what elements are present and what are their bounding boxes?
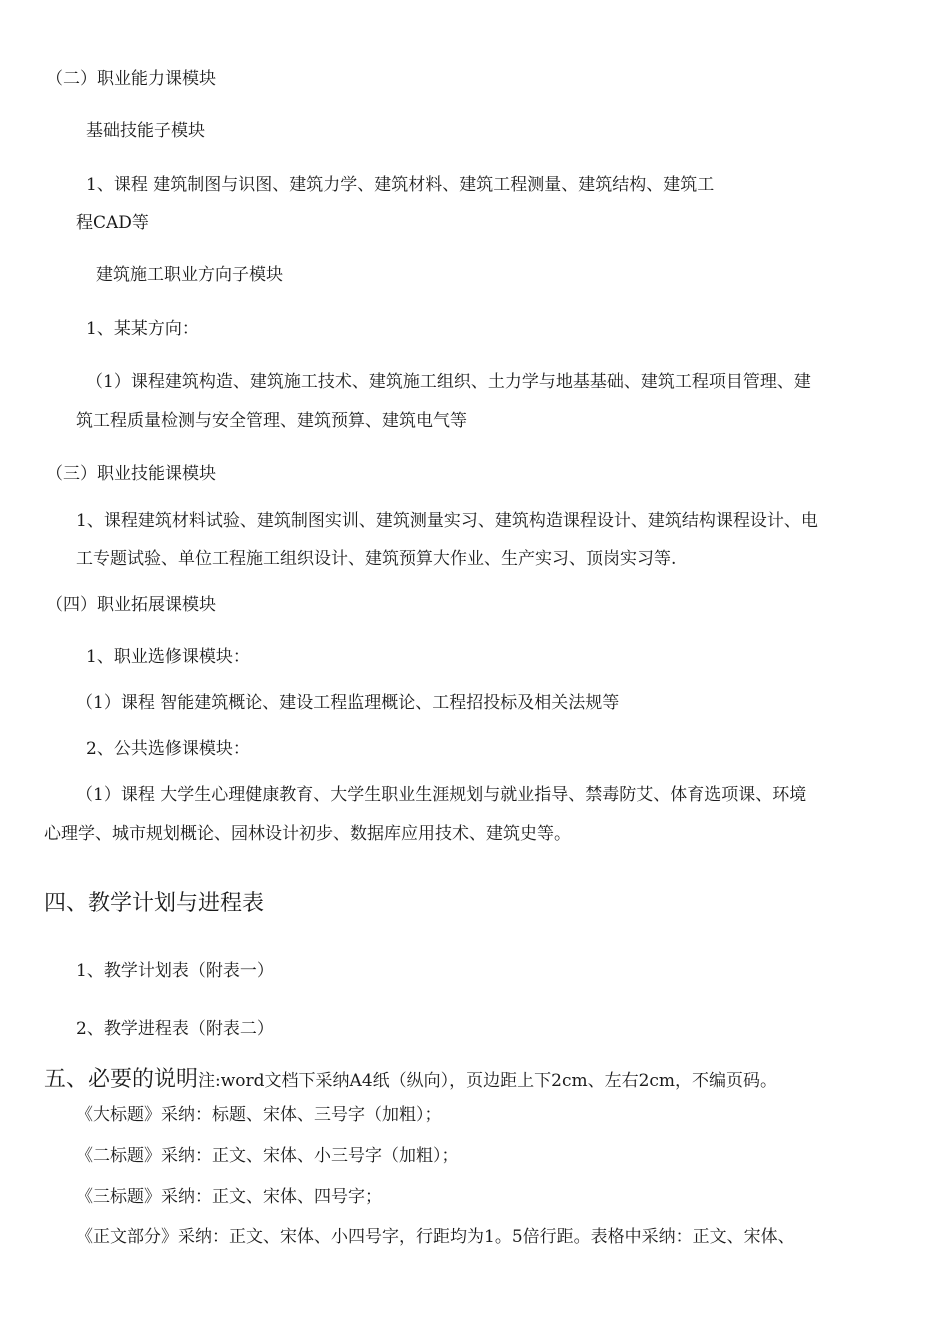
- paragraph-line: 2、教学进程表（附表二）: [76, 1019, 274, 1039]
- paragraph-line: （1）课程建筑构造、建筑施工技术、建筑施工组织、土力学与地基基础、建筑工程项目管理、建: [86, 372, 811, 392]
- paragraph-line: 工专题试验、单位工程施工组织设计、建筑预算大作业、生产实习、顶岗实习等.: [76, 549, 677, 569]
- paragraph-line: 《二标题》采纳：正文、宋体、小三号字（加粗）；: [76, 1146, 459, 1166]
- paragraph-line: （1）课程 智能建筑概论、建设工程监理概论、工程招投标及相关法规等: [76, 693, 620, 713]
- paragraph-line: 心理学、城市规划概论、园林设计初步、数据库应用技术、建筑史等。: [44, 824, 571, 844]
- section-heading-4: （四）职业拓展课模块: [46, 595, 216, 615]
- paragraph-line: 《正文部分》采纳：正文、宋体、小四号字，行距均为1。5倍行距。表格中采纳：正文、宋体、: [76, 1227, 795, 1247]
- paragraph-line: 1、职业选修课模块：: [86, 647, 250, 667]
- chapter-heading-5: 五、必要的说明: [44, 1067, 199, 1092]
- submodule-title-construction: 建筑施工职业方向子模块: [96, 265, 283, 285]
- paragraph-line: 1、某某方向：: [86, 319, 199, 339]
- paragraph-line: 《大标题》采纳：标题、宋体、三号字（加粗）；: [76, 1105, 442, 1125]
- paragraph-line: 1、教学计划表（附表一）: [76, 961, 274, 981]
- format-note: 注:word文档下采纳A4纸（纵向），页边距上下2cm、左右2cm，不编页码。: [198, 1071, 778, 1091]
- submodule-title-basic: 基础技能子模块: [86, 121, 205, 141]
- paragraph-line: 1、课程建筑材料试验、建筑制图实训、建筑测量实习、建筑构造课程设计、建筑结构课程设计、电: [76, 511, 818, 531]
- paragraph-line: 《三标题》采纳：正文、宋体、四号字；: [76, 1187, 382, 1207]
- paragraph-line: 程CAD等: [76, 213, 149, 233]
- paragraph-line: 2、公共选修课模块：: [86, 739, 250, 759]
- chapter-heading-5-row: [44, 1066, 777, 1094]
- chapter-heading-4: 四、教学计划与进程表: [44, 891, 265, 916]
- paragraph-line: （1）课程 大学生心理健康教育、大学生职业生涯规划与就业指导、禁毒防艾、体育选项课、环境: [76, 785, 807, 805]
- section-heading-3: （三）职业技能课模块: [46, 464, 216, 484]
- paragraph-line: 筑工程质量检测与安全管理、建筑预算、建筑电气等: [76, 411, 467, 431]
- section-heading-2: （二）职业能力课模块: [46, 69, 216, 89]
- paragraph-line: 1、课程 建筑制图与识图、建筑力学、建筑材料、建筑工程测量、建筑结构、建筑工: [86, 175, 715, 195]
